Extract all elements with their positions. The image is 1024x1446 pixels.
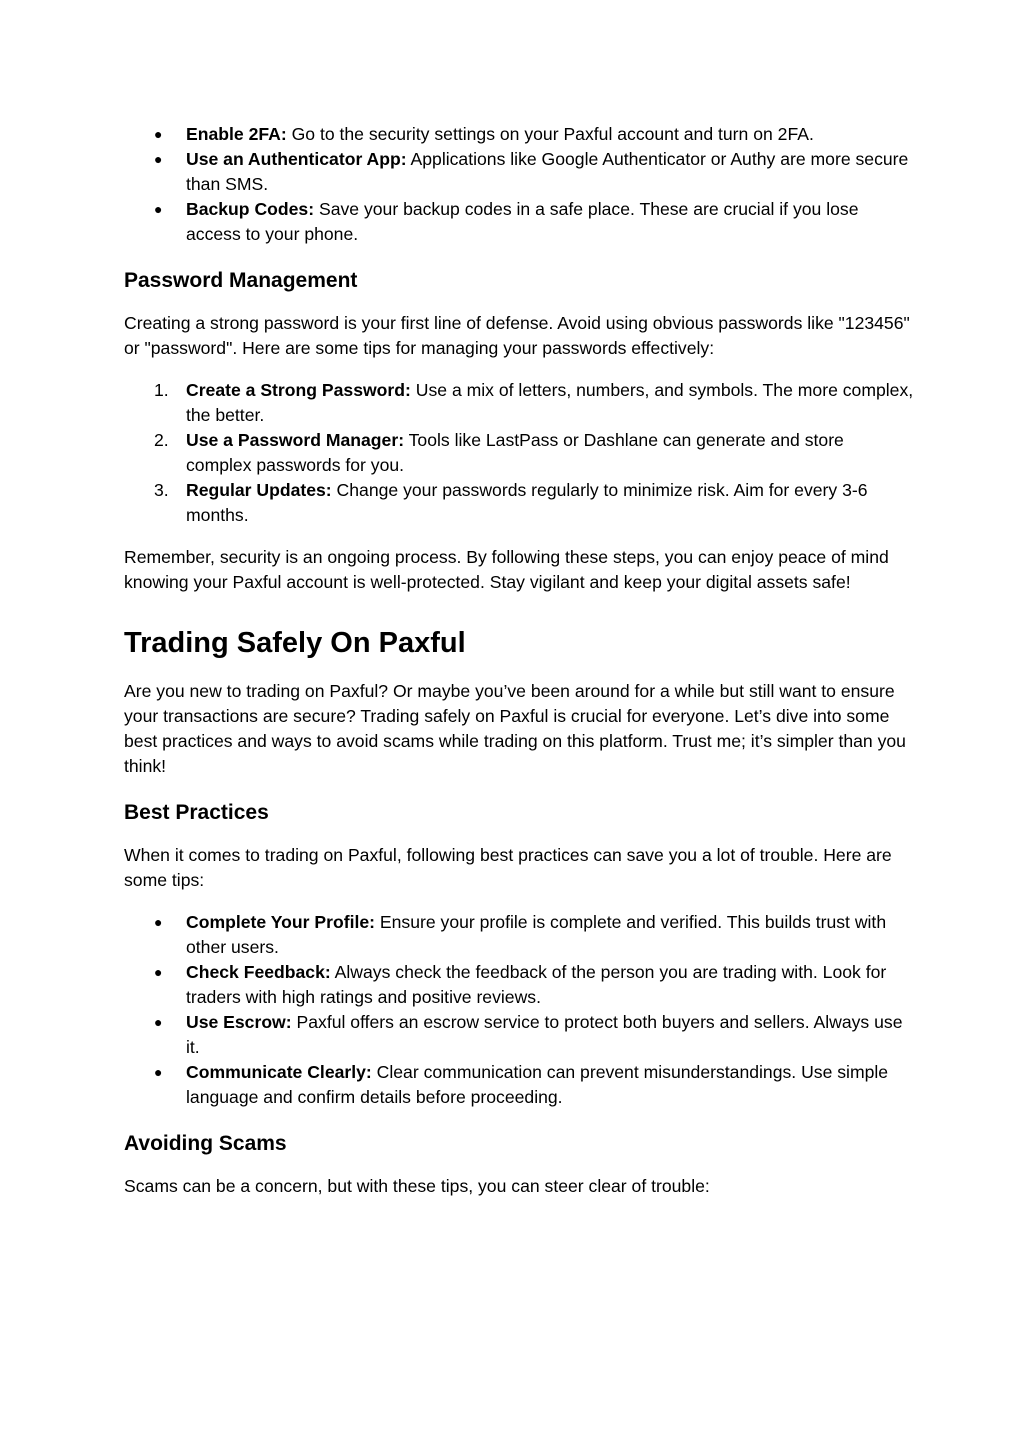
list-item-text: Applications like Google Authenticator or Authy are more secure than SMS. [186, 149, 909, 194]
list-number: 1. [154, 380, 169, 400]
list-item [124, 960, 914, 1010]
bullet-icon: ● [154, 964, 163, 980]
list-item-text: Clear communication can prevent misunderstandings. Use simple language and confirm details before proceeding. [186, 1062, 889, 1107]
list-number: 3. [154, 480, 169, 500]
bullet-icon: ● [154, 1064, 163, 1080]
document-page [124, 122, 914, 1199]
bullet-icon: ● [154, 126, 163, 142]
list-item [124, 1010, 914, 1060]
list-item-term: Use Escrow: [186, 1012, 292, 1032]
list-item-term: Check Feedback: [186, 962, 331, 982]
avoiding-scams-intro: Scams can be a concern, but with these tips, you can steer clear of trouble: [124, 1176, 710, 1196]
list-item-term: Create a Strong Password: [186, 380, 411, 400]
trading-safely-heading: Trading Safely On Paxful [124, 627, 466, 659]
list-item-text: Change your passwords regularly to minimize risk. Aim for every 3-6 months. [186, 480, 868, 525]
list-item [124, 122, 914, 147]
list-item-text: Save your backup codes in a safe place. These are crucial if you lose access to your phone. [186, 199, 859, 244]
best-practices-heading: Best Practices [124, 801, 269, 824]
list-item [124, 428, 914, 478]
list-item-text: Ensure your profile is complete and verified. This builds trust with other users. [186, 912, 887, 957]
list-item-text: Tools like LastPass or Dashlane can generate and store complex passwords for you. [186, 430, 844, 475]
list-item-text: Always check the feedback of the person you are trading with. Look for traders with high ratings and positive reviews. [186, 962, 887, 1007]
bullet-icon: ● [154, 914, 163, 930]
trading-intro-paragraph: Are you new to trading on Paxful? Or maybe you’ve been around for a while but still want to ensure your transactions are secure? Trading safely on Paxful is crucial for everyone. Let’s dive into some best practices and ways to avoid scams while trading on this platform. Trust me; it’s simpler than you think! [124, 681, 906, 776]
list-item [124, 378, 914, 428]
list-item-term: Regular Updates: [186, 480, 332, 500]
list-item-term: Complete Your Profile: [186, 912, 375, 932]
avoiding-scams-heading: Avoiding Scams [124, 1132, 287, 1155]
remember-paragraph: Remember, security is an ongoing process. By following these steps, you can enjoy peace of mind knowing your Paxful account is well-protected. Stay vigilant and keep your digital assets safe! [124, 547, 889, 592]
bullet-icon: ● [154, 151, 163, 167]
list-item-term: Enable 2FA: [186, 124, 287, 144]
list-item [124, 197, 914, 247]
list-item-term: Communicate Clearly: [186, 1062, 372, 1082]
list-item-term: Use an Authenticator App: [186, 149, 407, 169]
best-practices-list [124, 910, 914, 1110]
list-item-text: Go to the security settings on your Paxful account and turn on 2FA. [286, 124, 814, 144]
list-number: 2. [154, 430, 169, 450]
list-item-text: Paxful offers an escrow service to protect both buyers and sellers. Always use it. [186, 1012, 903, 1057]
list-item-term: Use a Password Manager: [186, 430, 405, 450]
password-tips-list [124, 378, 914, 528]
list-item-term: Backup Codes: [186, 199, 315, 219]
bullet-icon: ● [154, 201, 163, 217]
list-item [124, 1060, 914, 1110]
password-intro-paragraph: Creating a strong password is your first line of defense. Avoid using obvious passwords like "123456" or "password". Here are some tips for managing your passwords effectively: [124, 313, 910, 358]
two-factor-list [124, 122, 914, 247]
list-item [124, 910, 914, 960]
bullet-icon: ● [154, 1014, 163, 1030]
list-item [124, 478, 914, 528]
list-item [124, 147, 914, 197]
password-management-heading: Password Management [124, 269, 358, 292]
best-practices-intro: When it comes to trading on Paxful, following best practices can save you a lot of trouble. Here are some tips: [124, 845, 892, 890]
list-item-text: Use a mix of letters, numbers, and symbols. The more complex, the better. [186, 380, 914, 425]
